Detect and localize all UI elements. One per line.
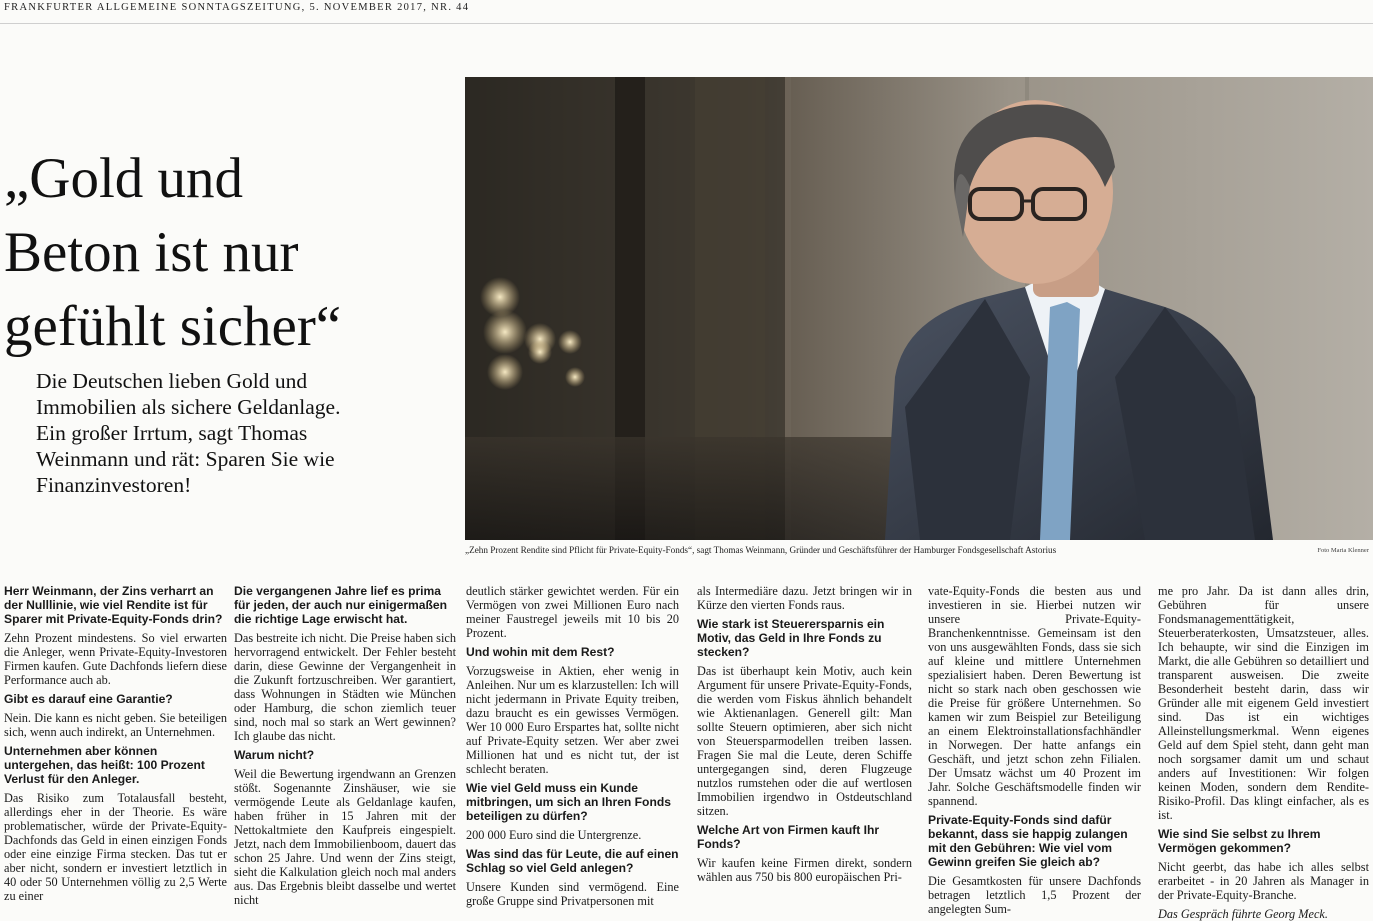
interview-question: Wie sind Sie selbst zu Ihrem Vermögen gekommen? (1158, 827, 1321, 855)
deck-line: Weinmann und rät: Sparen Sie wie (36, 447, 335, 471)
masthead: FRANKFURTER ALLGEMEINE SONNTAGSZEITUNG, 5. NOVEMBER 2017, NR. 44 (4, 2, 470, 13)
deck-line: Ein großer Irrtum, sagt Thomas (36, 421, 308, 445)
interview-question: Wie viel Geld muss ein Kunde mitbringen, um sich an Ihren Fonds beteiligen zu dürfen? (466, 781, 671, 823)
article-column-1 (4, 584, 227, 911)
interview-question: Warum nicht? (234, 748, 315, 762)
deck-line: Finanzinvestoren! (36, 473, 192, 497)
interview-question: Unternehmen aber können untergehen, das heißt: 100 Prozent Verlust für den Anleger. (4, 744, 205, 786)
headline-line: Beton ist nur (4, 221, 299, 284)
headline (4, 142, 464, 364)
interview-answer: als Intermediäre dazu. Jetzt bringen wir in Kürze den vierten Fonds raus. (697, 584, 912, 612)
interview-answer: Zehn Prozent mindestens. So viel erwarten die Anleger, wenn Private-Equity-Investoren Firmen kaufen. Gute Dachfonds liefern diese Performance auch ab. (4, 631, 227, 687)
interview-answer: Das bestreite ich nicht. Die Preise haben sich hervorragend entwickelt. Der Fehler besteht darin, diese Gewinne der Vergangenheit in die Zukunft fortzuschreiben. Wer garantiert, dass Wohnungen in Städten wie München oder Hamburg, die schon ziemlich teuer sind, noch mal so stark an Wert gewinnen? Ich glaube das nicht. (234, 631, 456, 743)
photo-credit: Foto Maria Klenner (1317, 547, 1369, 554)
headline-line: gefühlt sicher“ (4, 295, 342, 358)
deck-line: Die Deutschen lieben Gold und (36, 369, 308, 393)
interview-question: Herr Weinmann, der Zins verharrt an der Nulllinie, wie viel Rendite ist für Sparer mit Private-Equity-Fonds drin? (4, 584, 223, 626)
interview-answer: 200 000 Euro sind die Untergrenze. (466, 828, 642, 842)
interview-answer: Nein. Die kann es nicht geben. Sie beteiligen sich, wenn auch indirekt, an Unternehmen. (4, 711, 227, 739)
portrait-photo (465, 77, 1373, 540)
interview-question: Die vergangenen Jahre lief es prima für jeden, der auch nur einigermaßen die richtige Lage erwischt hat. (234, 584, 448, 626)
article-column-4 (697, 584, 912, 911)
interview-question: Gibt es darauf eine Garantie? (4, 692, 173, 706)
headline-line: „Gold und (4, 147, 244, 210)
deck-line: Immobilien als sichere Geldanlage. (36, 395, 341, 419)
interview-answer: me pro Jahr. Da ist dann alles drin, Gebühren für unsere Fondsmanagementtätigkeit, Steuerberaterkosten, Umsatzsteuer, alles. Ich behaupte, wir sind die Einzigen im Markt, die alle Gebühren so detailliert und transparent ausweisen. Die zweite Besonderheit besteht darin, dass wir Gründer alle mit eigenem Geld investiert sind. Das ist ein wichtiges Alleinstellungsmerkmal. Wenn eigenes Geld auf dem Spiel steht, dann geht man noch sorgsamer damit um und schaut anders auf Investitionen: Wir folgen keinen Moden, sondern dem Rendite-Risiko-Profil. Das klingt einfacher, als es ist. (1158, 584, 1369, 822)
interview-answer: Die Gesamtkosten für unsere Dachfonds betragen letztlich 1,5 Prozent der angelegten Sum- (928, 874, 1141, 916)
article-column-6 (1158, 584, 1369, 921)
interview-question: Was sind das für Leute, die auf einen Schlag so viel Geld anlegen? (466, 847, 679, 875)
interview-byline: Das Gespräch führte Georg Meck. (1158, 907, 1328, 921)
interview-answer: Weil die Bewertung irgendwann an Grenzen stößt. Sogenannte Zinshäuser, wie sie vermögende Leute als Geldanlage kaufen, haben früher in 15 Jahren mit der Nettokaltmiete den Kaufpreis eingespielt. Jetzt, nach dem Immobilienboom, dauert das schon 25 Jahre. Und wenn der Zins steigt, sieht die Kalkulation gleich noch mal anders aus. Das Ergebnis bleibt dasselbe und wertet nicht (234, 767, 456, 907)
masthead-rule (0, 23, 1373, 24)
interview-answer: Nicht geerbt, das habe ich alles selbst erarbeitet - in 20 Jahren als Manager in der Private-Equity-Branche. (1158, 860, 1369, 902)
article-column-2 (234, 584, 456, 911)
interview-answer: Unsere Kunden sind vermögend. Eine große Gruppe sind Privatpersonen mit (466, 880, 679, 908)
interview-answer: vate-Equity-Fonds die besten aus und investieren in sie. Hierbei nutzen wir unsere Private-Equity-Branchenkenntnisse. Gemeinsam ist den von uns ausgewählten Fonds, dass sie sich auf kleine und mittlere Unternehmen spezialisiert haben. Deren Bewertung ist nicht so stark nach oben geschossen wie die Preise für größere Unternehmen. So kamen wir zum Beispiel zur Beteiligung an einem Elektroinstallationsfachhändler in Norwegen. Der hatte anfangs ein Geschäft, und jetzt schon zehn Filialen. Der Umsatz wächst um 40 Prozent im Jahr. Solche Geschäftsmodelle finden wir spannend. (928, 584, 1141, 808)
interview-question: Wie stark ist Steuerersparnis ein Motiv, das Geld in Ihre Fonds zu stecken? (697, 617, 885, 659)
interview-question: Private-Equity-Fonds sind dafür bekannt, dass sie happig zulangen mit den Gebühren: Wie viel vom Gewinn greifen Sie gleich ab? (928, 813, 1128, 869)
interview-answer: Das Risiko zum Totalausfall besteht, allerdings eher in der Theorie. Es wäre problematischer, würde der Private-Equity-Dachfonds das Geld in einen einzigen Fonds oder eine einzige Firma stecken. Das tut er aber nicht, sondern er investiert letztlich in 40 oder 50 Unternehmen völlig zu 2,5 Werte zu einer (4, 791, 227, 903)
interview-answer: deutlich stärker gewichtet werden. Für ein Vermögen von zwei Millionen Euro nach meiner Faustregel jeweils mit 10 bis 20 Prozent. (466, 584, 679, 640)
interview-answer: Das ist überhaupt kein Motiv, auch kein Argument für unsere Private-Equity-Fonds, die werden vom Fiskus ähnlich behandelt wie Aktienanlagen. Generell gilt: Man sollte Steuern optimieren, aber sich nicht von Steuersparmodellen treiben lassen. Fragen Sie mal die Leute, deren Schiffe untergegangen sind, deren Flugzeuge nutzlos rumstehen oder die auf wertlosen Immobilien irgendwo in Ostdeutschland sitzen. (697, 664, 912, 818)
article-column-5 (928, 584, 1141, 916)
interview-answer: Vorzugsweise in Aktien, eher wenig in Anleihen. Nur um es klarzustellen: Ich will nicht jedermann in Private Equity treiben, dazu braucht es ein gewisses Vermögen. Wer 10 000 Euro Erspartes hat, sollte nicht auf Private-Equity setzen. Wer aber zwei Millionen hat und es nicht tut, der ist schlecht beraten. (466, 664, 679, 776)
photo-caption: „Zehn Prozent Rendite sind Pflicht für Private-Equity-Fonds“, sagt Thomas Weinmann, Gründer und Geschäftsführer der Hamburger Fondsgesellschaft Astorius (465, 545, 1057, 555)
deck (36, 368, 466, 498)
interview-answer: Wir kaufen keine Firmen direkt, sondern wählen aus 750 bis 800 europäischen Pri- (697, 856, 912, 884)
article-column-3 (466, 584, 679, 911)
portrait-illustration (465, 77, 1373, 540)
interview-question: Und wohin mit dem Rest? (466, 645, 615, 659)
interview-question: Welche Art von Firmen kauft Ihr Fonds? (697, 823, 880, 851)
